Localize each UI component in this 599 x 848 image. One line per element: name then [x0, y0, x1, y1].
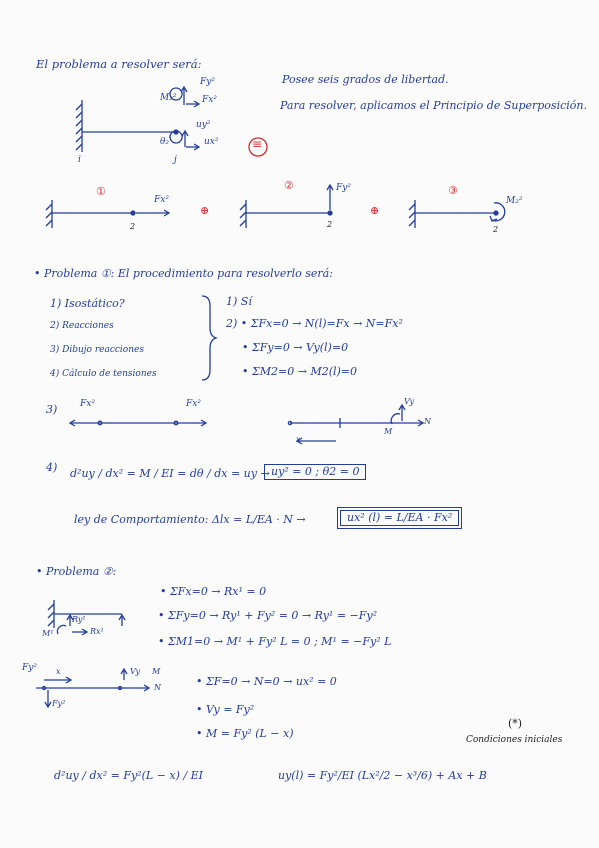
p1-m: M — [384, 427, 393, 436]
sub3-node: 2 — [493, 225, 499, 234]
p1-step3-label: 3) — [46, 403, 58, 416]
sub-1-number: ① — [96, 185, 106, 198]
p1-eq-box: uy² = 0 ; θ2 = 0 — [264, 464, 366, 480]
sub1-node: 2 — [130, 222, 136, 231]
p1-answer-3: • ΣFy=0 → Vy(l)=0 — [242, 341, 349, 354]
p1-step-1: 1) Isostático? — [50, 297, 125, 310]
p1-answer-2: 2) • ΣFx=0 → N(l)=Fx → N=Fx² — [226, 317, 403, 330]
label-m2: M₂² — [160, 93, 177, 103]
problem2-heading: • Problema ②: — [36, 565, 117, 578]
p2-fbd-m-right: M — [152, 667, 161, 676]
plus-1: ⊕ — [200, 204, 210, 217]
p1-step-4: 4) Cálculo de tensiones — [50, 369, 157, 379]
p2-fbd-ry: Ry¹ — [72, 615, 86, 624]
p1-step4-label: 4) — [46, 461, 58, 474]
header-title: El problema a resolver será: — [36, 57, 202, 71]
p1-answer-4: • ΣM2=0 → M2(l)=0 — [242, 365, 358, 378]
p2-internal-1: • ΣF=0 → N=0 → ux² = 0 — [196, 675, 337, 688]
p2-initial-conditions: Condiciones iniciales — [466, 735, 563, 745]
p1-law-box: ux² (l) = L/EA · Fx² — [340, 510, 459, 526]
p2-reaction-3: • ΣM1=0 → M¹ + Fy² L = 0 ; M¹ = −Fy² L — [158, 635, 392, 648]
sub3-m2: M₂² — [506, 196, 523, 206]
header-note-1: Posee seis grados de libertad. — [282, 73, 449, 86]
label-fy2: Fy² — [200, 77, 215, 87]
p1-fx-left: Fx² — [80, 399, 95, 409]
p2-reaction-2: • ΣFy=0 → Ry¹ + Fy² = 0 → Ry¹ = −Fy² — [158, 609, 378, 622]
label-i: i — [78, 155, 81, 165]
p1-n: N — [424, 417, 431, 426]
equiv-symbol: ≡ — [252, 137, 263, 151]
p1-vy: Vy — [404, 397, 414, 406]
label-uy2: uy² — [196, 120, 211, 130]
p2-fbd-rx: Rx¹ — [90, 627, 104, 636]
p1-step-2: 2) Reacciones — [50, 321, 114, 331]
p1-answer-1: 1) Sí — [226, 295, 252, 308]
p1-eq-lhs: d²uy / dx² = M / EI = dθ / dx = uy → — [70, 467, 270, 480]
p2-fbd-vy: Vy — [130, 667, 140, 676]
sub1-fx2: Fx² — [154, 195, 169, 205]
p1-fx-right: Fx² — [186, 399, 201, 409]
p1-step-3: 3) Dibujo reacciones — [50, 345, 144, 355]
p2-internal-3: • M = Fy² (L − x) — [196, 727, 294, 740]
p2-fbd-n: N — [154, 683, 161, 692]
label-fx2: Fx² — [202, 95, 217, 105]
p2-star: (*) — [508, 717, 523, 730]
sub-3-number: ③ — [448, 184, 458, 197]
problem1-heading: • Problema ①: El procedimiento para resolverlo será: — [34, 267, 333, 280]
sub2-fy2: Fy² — [336, 183, 351, 193]
p2-reaction-1: • ΣFx=0 → Rx¹ = 0 — [160, 585, 267, 598]
p2-solution: uy(l) = Fy²/EI (Lx²/2 − x³/6) + Ax + B — [278, 769, 487, 782]
p2-fbd-x: x — [56, 667, 61, 676]
p2-ode: d²uy / dx² = Fy²(L − x) / EI — [54, 769, 203, 782]
p2-fbd-fy-bottom: Fy² — [52, 699, 66, 708]
label-ux2: ux² — [204, 137, 219, 147]
sub2-node: 2 — [327, 220, 333, 229]
plus-2: ⊕ — [370, 204, 380, 217]
p1-x: x — [296, 435, 301, 444]
label-theta2: θ₂ — [160, 137, 170, 147]
label-j: j — [174, 155, 177, 165]
sub-2-number: ② — [284, 179, 294, 192]
p2-internal-2: • Vy = Fy² — [196, 703, 255, 716]
p2-fbd-m: M¹ — [42, 629, 54, 638]
p1-law: ley de Comportamiento: Δlx = L/EA · N → — [74, 513, 306, 526]
p2-fbd-fy-top: Fy² — [22, 663, 37, 673]
header-note-2: Para resolver, aplicamos el Principio de Superposición. — [280, 99, 587, 112]
